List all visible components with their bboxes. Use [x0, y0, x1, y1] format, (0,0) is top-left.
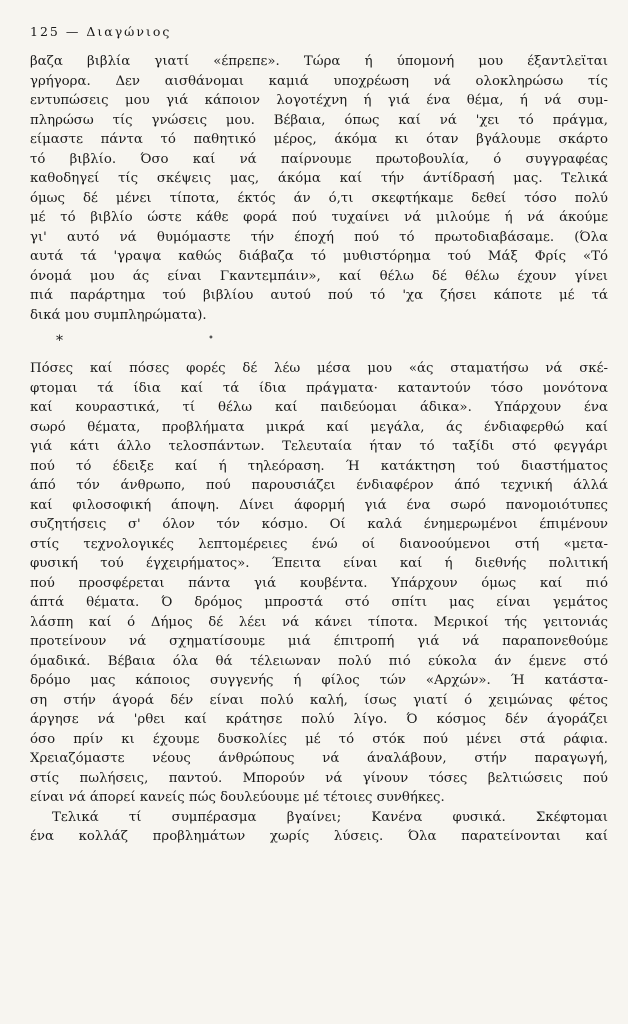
paragraph-1 — [30, 52, 608, 325]
text-line: γρήγορα. Δεν αισθάνομαι καμιά υποχρέωση νά ολοκληρώσω τίς — [30, 73, 608, 89]
text-line: όμως δέ μένει τίποτα, έκτός άν ό,τι σκεφτήκαμε δεθεί τόσο πολύ — [30, 190, 608, 206]
text-line: καί φιλοσοφική άποψη. Δίνει άφορμή γιά ένα σωρό πανομοιότυπες — [30, 497, 608, 513]
text-line: όσο πρίν κι έχουμε δυσκολίες μέ τό στόκ πού μένει στά ράφια. — [30, 731, 608, 747]
text-line: πού προσφέρεται πάντα γιά κουβέντα. Υπάρχουν όμως καί πιό — [30, 575, 608, 591]
text-line: εντυπώσεις μου γιά κάποιον λογοτέχνη ή γιά ένα θέμα, ή νά συμ- — [30, 93, 608, 108]
dot-mark: • — [208, 333, 214, 344]
text-line: τό βιβλίο. Όσο καί νά παίρνουμε πρωτοβουλία, ό συγγραφέας — [30, 151, 608, 167]
text-line: άργησε νά 'ρθει καί κράτησε πολύ λίγο. Ό κόσμος δέν άγοράζει — [30, 712, 608, 727]
text-line: λάσπη καί ό Δήμος δέ λέει νά κάνει τίποτα. Μερικοί τής γειτονιάς — [30, 614, 608, 630]
text-line: πιά παράρτημα τού βιβλίου αυτού πού τό 'χα ζήσει κάποτε μέ τά — [30, 288, 608, 303]
text-line: όνομά μου άς είναι Γκαντεμπάιν», καί θέλω δέ θέλω έχουν γίνει — [30, 268, 608, 284]
text-line: είναι νά άπορεί κανείς πώς δουλεύουμε μέ τέτοιες συνθήκες. — [30, 790, 445, 805]
text-line: βαζα βιβλία γιατί «έπρεπε». Τώρα ή ύπομονή μου έξαντλεϊται — [30, 54, 608, 69]
text-line: δρόμο μας κάποιος συγγενής ή φίλος τών «Αρχών». Ή κατάστα- — [30, 673, 608, 688]
text-line: Χρειαζόμαστε νέους άνθρώπους νά άναλάβουν, στήν παραγωγή, — [30, 751, 608, 766]
text-line: αυτά τά 'γραψα καθώς διάβαζα τό μυθιστόρημα τού Μάξ Φρίς «Τό — [30, 249, 608, 264]
text-line: γιά κάτι άλλο τελοσπάντων. Τελευταία ήταν τό ταξίδι στό φεγγάρι — [30, 439, 608, 454]
text-line: καθοδηγεί τίς σκέψεις μας, άκόμα καί τήν άντίδρασή μας. Τελικά — [30, 171, 608, 186]
text-line: φτομαι τά ίδια καί τά ίδια πράγματα· καταντούν τόσο μονότονα — [30, 380, 608, 396]
text-line: είμαστε πάντα τό παθητικό μέρος, άκόμα κι όταν βγάλουμε σκάρτο — [30, 132, 608, 147]
text-line: δικά μου συμπληρώματα). — [30, 307, 207, 323]
paragraph-3 — [30, 808, 608, 847]
asterisk-mark: * — [56, 333, 63, 349]
section-separator — [30, 325, 608, 359]
text-line: μέ τό βιβλίο ώστε κάθε φορά πού τυχαίνει νά μιλούμε ή νά άκούμε — [30, 210, 608, 225]
text-line: προτείνουν νά σχηματίσουμε μιά έπιτροπή γιά νά παραπονεθούμε — [30, 634, 608, 649]
text-line: άπτά θέματα. Ό δρόμος μπροστά στό σπίτι μας είναι γεμάτος — [30, 595, 608, 610]
text-line: άπό τόν άνθρωπο, πού παρουσιάζει ένδιαφέρον άπό τεχνική άλλά — [30, 478, 608, 493]
book-page — [30, 24, 608, 847]
page-number: 125 — [30, 24, 60, 39]
text-line: πού τό έδειξε καί ή τηλεόραση. Ή κατάκτηση τού διαστήματος — [30, 458, 608, 474]
header-dash: — — [65, 24, 81, 39]
text-line: ένα κολλάζ προβλημάτων χωρίς λύσεις. Όλα παρατείνονται καί — [30, 829, 608, 844]
text-line: συζητήσεις σ' όλον τόν κόσμο. Οί καλά ένημερωμένοι έπιμένουν — [30, 517, 608, 532]
text-line: πληρώσω τίς γνώσεις μου. Βέβαια, όπως καί νά 'χει τό πράγμα, — [30, 112, 608, 128]
text-line: ση στήν άγορά δέν είναι πολύ καλή, ίσως γιατί ό χειμώνας φέτος — [30, 692, 608, 708]
text-line: όμαδικά. Βέβαια όλα θά τέλειωναν πολύ πιό εύκολα άν έμενε στό — [30, 653, 608, 669]
running-header — [30, 24, 608, 40]
text-line: στίς πωλήσεις, παντού. Μπορούν νά γίνουν τόσες βελτιώσεις πού — [30, 770, 608, 786]
paragraph-2 — [30, 359, 608, 808]
text-line: σωρό θέματα, προβλήματα μικρά καί μεγάλα, άς ένδιαφερθώ καί — [30, 419, 608, 435]
text-line: στίς τεχνολογικές λεπτομέρειες ένώ οί διανοούμενοι στή «μετα- — [30, 536, 608, 552]
text-line: Τελικά τί συμπέρασμα βγαίνει; Κανένα φυσικά. Σκέφτομαι — [52, 809, 608, 825]
text-line: καί κουραστικά, τί θέλω καί παιδεύομαι άδικα». Υπάρχουν ένα — [30, 400, 608, 415]
running-title: Διαγώνιος — [86, 24, 172, 39]
text-line: γι' αυτό νά θυμόμαστε τήν έποχή πού τό πρωτοδιαβάσαμε. (Όλα — [30, 229, 608, 245]
text-line: φυσική τού έγχειρήματος». Έπειτα είναι καί ή διεθνής πολιτική — [30, 556, 608, 571]
text-line: Πόσες καί πόσες φορές δέ λέω μέσα μου «άς σταματήσω νά σκέ- — [30, 361, 608, 376]
